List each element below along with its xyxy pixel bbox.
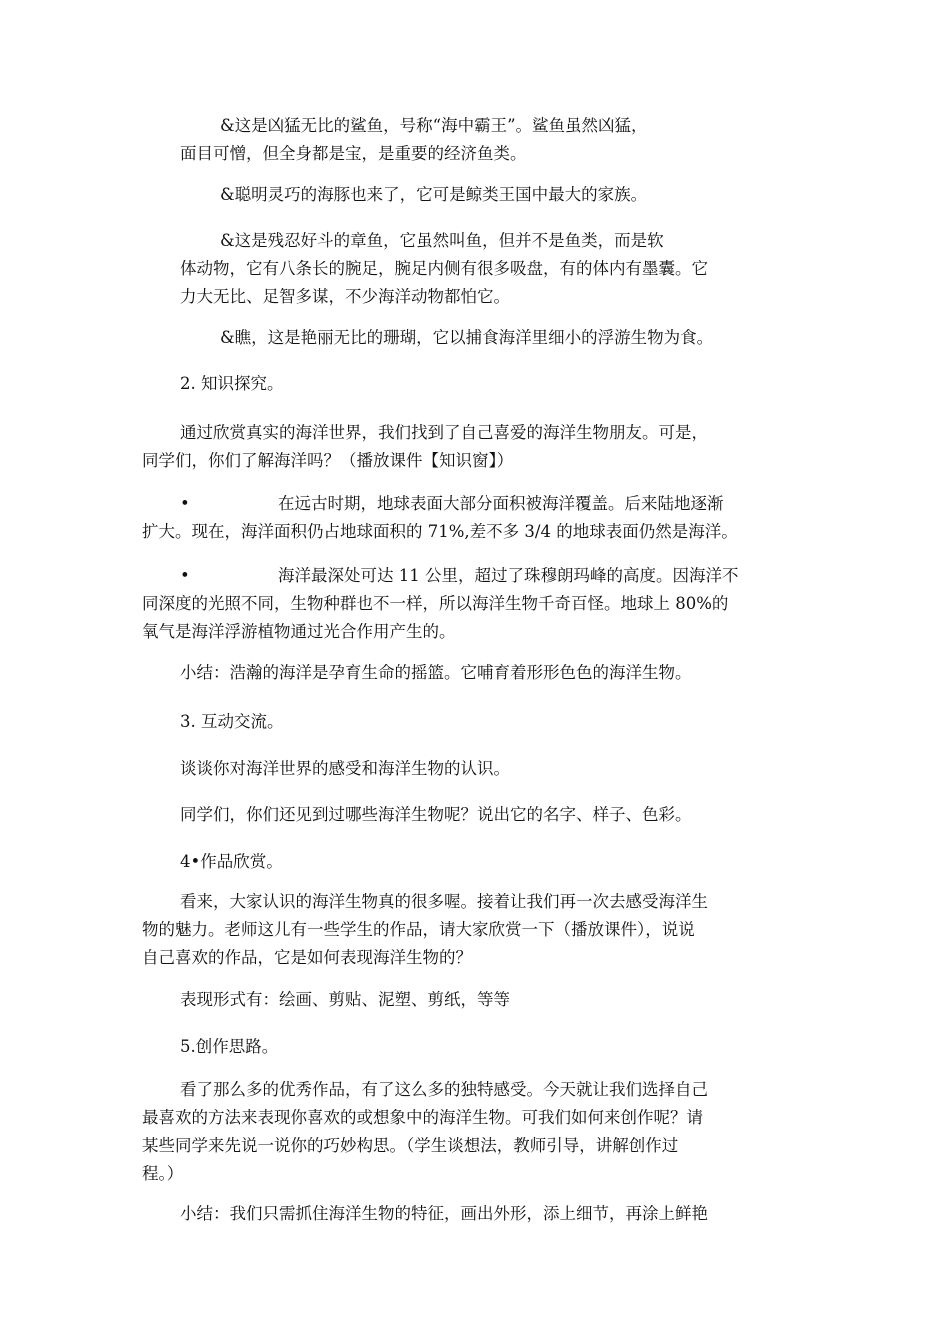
text-line: &聪明灵巧的海豚也来了，它可是鲸类王国中最大的家族。 xyxy=(220,185,648,204)
text-line: 看来，大家认识的海洋生物真的很多喔。接着让我们再一次去感受海洋生 xyxy=(180,892,708,911)
text-line: 自己喜欢的作品，它是如何表现海洋生物的？ xyxy=(142,948,472,967)
heading-text: 5.创作思路。 xyxy=(180,1037,279,1056)
text-line: 谈谈你对海洋世界的感受和海洋生物的认识。 xyxy=(180,759,510,778)
bullet-icon: • xyxy=(180,494,190,513)
text-line: &这是凶猛无比的鲨鱼，号称“海中霸王”。鲨鱼虽然凶猛， xyxy=(220,116,648,135)
text-line: 看了那么多的优秀作品，有了这么多的独特感受。今天就让我们选择自己 xyxy=(180,1080,708,1099)
heading-text: 3. 互动交流。 xyxy=(180,712,284,731)
section-heading-appreciation xyxy=(180,848,283,876)
text-line: 同学们，你们还见到过哪些海洋生物呢？说出它的名字、样子、色彩。 xyxy=(180,805,692,824)
text-line: 小结：浩瀚的海洋是孕育生命的摇篮。它哺育着形形色色的海洋生物。 xyxy=(180,663,692,682)
paragraph-ask xyxy=(180,801,692,829)
paragraph-appreciate xyxy=(142,888,708,972)
text-line: 海洋最深处可达 11 公里，超过了珠穆朗玛峰的高度。因海洋不 xyxy=(278,566,739,585)
text-line: 小结：我们只需抓住海洋生物的特征，画出外形，添上细节，再涂上鲜艳 xyxy=(180,1204,708,1223)
section-heading-creation xyxy=(180,1033,278,1061)
heading-text: 2. 知识探究。 xyxy=(180,374,284,393)
text-line: 扩大。现在，海洋面积仍占地球面积的 71%,差不多 3/4 的地球表面仍然是海洋。 xyxy=(142,522,738,541)
paragraph-dolphin xyxy=(220,181,647,209)
text-line: 通过欣赏真实的海洋世界，我们找到了自己喜爱的海洋生物朋友。可是， xyxy=(180,423,708,442)
text-line: 某些同学来先说一说你的巧妙构思。（学生谈想法，教师引导，讲解创作过 xyxy=(142,1136,679,1155)
bullet-item xyxy=(142,562,739,646)
paragraph-summary xyxy=(180,1200,708,1228)
text-line: 最喜欢的方法来表现你喜欢的或想象中的海洋生物。可我们如何来创作呢？请 xyxy=(142,1108,703,1127)
paragraph-shark xyxy=(180,112,648,168)
text-line: 同深度的光照不同，生物种群也不一样，所以海洋生物千奇百怪。地球上 80%的 xyxy=(142,594,729,613)
bullet-item xyxy=(142,490,738,546)
paragraph-talk xyxy=(180,755,510,783)
text-line: &瞧，这是艳丽无比的珊瑚，它以捕食海洋里细小的浮游生物为食。 xyxy=(220,328,714,347)
text-line: 氧气是海洋浮游植物通过光合作用产生的。 xyxy=(142,622,456,641)
section-heading-knowledge xyxy=(180,370,284,398)
paragraph-summary xyxy=(180,659,692,687)
text-line: &这是残忍好斗的章鱼，它虽然叫鱼，但并不是鱼类，而是软 xyxy=(220,231,664,250)
paragraph-explore xyxy=(142,419,708,475)
text-line: 面目可憎，但全身都是宝，是重要的经济鱼类。 xyxy=(180,144,527,163)
text-line: 物的魅力。老师这儿有一些学生的作品，请大家欣赏一下（播放课件），说说 xyxy=(142,920,695,939)
paragraph-create xyxy=(142,1076,708,1188)
paragraph-octopus xyxy=(180,227,708,311)
heading-text: 4•作品欣赏。 xyxy=(180,852,283,871)
bullet-icon: • xyxy=(180,566,190,585)
text-line: 体动物，它有八条长的腕足，腕足内侧有很多吸盘，有的体内有墨囊。它 xyxy=(180,259,708,278)
text-line: 程。） xyxy=(142,1164,184,1183)
text-line: 同学们，你们了解海洋吗？（播放课件【知识窗】） xyxy=(142,451,514,470)
text-line: 表现形式有：绘画、剪贴、泥塑、剪纸，等等 xyxy=(180,990,510,1009)
paragraph-forms xyxy=(180,986,510,1014)
section-heading-interaction xyxy=(180,708,284,736)
text-line: 在远古时期，地球表面大部分面积被海洋覆盖。后来陆地逐渐 xyxy=(278,494,724,513)
text-line: 力大无比、足智多谋，不少海洋动物都怕它。 xyxy=(180,287,510,306)
paragraph-coral xyxy=(220,324,713,352)
